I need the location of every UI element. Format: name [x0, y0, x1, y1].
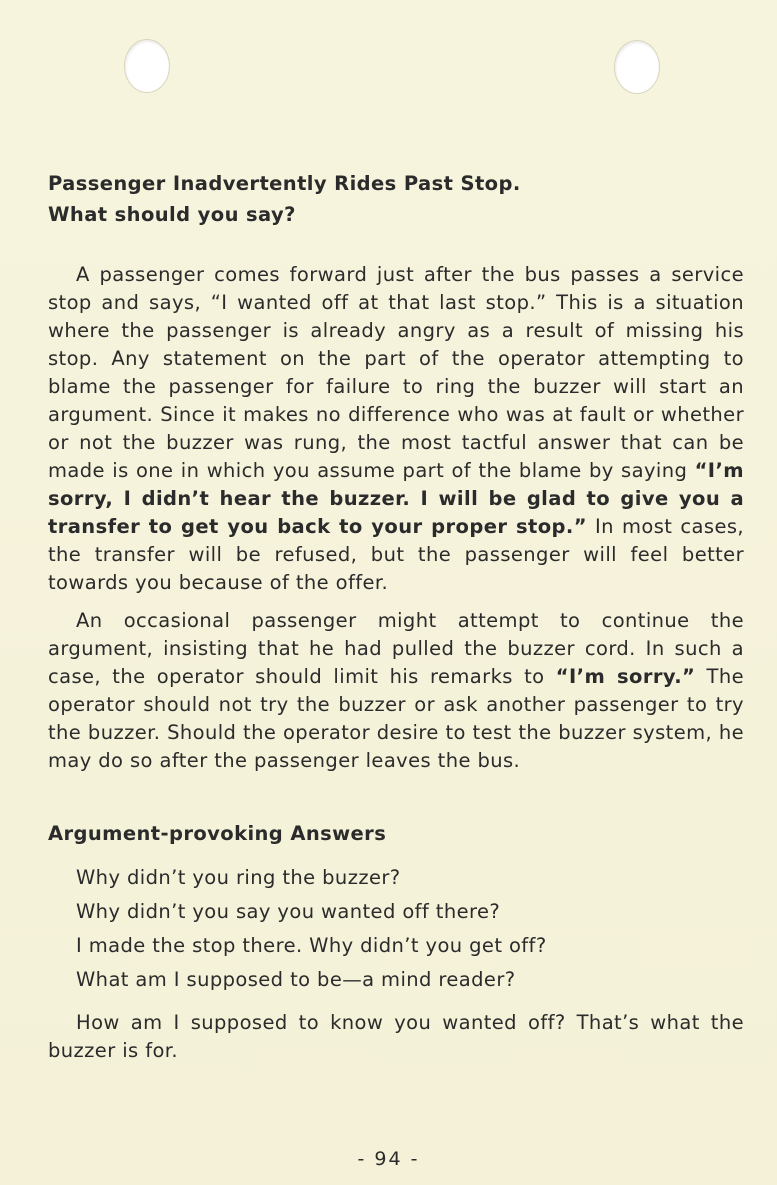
paragraph-1-text-b: In most cases, the transfer will be refused, but the passenger will feel better towards you because of the offer.: [48, 515, 744, 594]
paragraph-1: [48, 261, 744, 597]
paragraph-1-text-a: A passenger comes forward just after the bus passes a service stop and says, “I wanted off at that last stop.” This is a situation where the passenger is already angry as a result of missing his stop. Any statement on the part of the operator attempting to blame the passenger for failure to ring the buzzer will start an argument. Since it makes no difference who was at fault or whether or not the buzzer was rung, the most tactful answer that can be made is one in which you assume part of the blame by saying: [48, 263, 744, 482]
paragraph-2-text-b: The operator should not try the buzzer or ask another passenger to try the buzzer. Should the operator desire to test the buzzer system, he may do so after the passenger leaves the bus.: [48, 665, 744, 772]
paragraph-1-quote: “I’m sorry, I didn’t hear the buzzer. I will be glad to give you a transfer to get you back to your proper stop.”: [48, 459, 744, 538]
paragraph-2-text-a: An occasional passenger might attempt to continue the argument, insisting that he had pulled the buzzer cord. In such a case, the operator should limit his remarks to: [48, 609, 744, 688]
page-content: [48, 168, 744, 1065]
final-answer: How am I supposed to know you wanted off? That’s what the buzzer is for.: [48, 1011, 744, 1062]
list-item: Why didn’t you say you wanted off there?: [76, 900, 501, 923]
answer-list: [76, 861, 744, 997]
page-number: - 94 -: [357, 1148, 420, 1170]
section-title: Passenger Inadvertently Rides Past Stop.: [48, 172, 521, 195]
binder-hole-right: [614, 40, 660, 94]
binder-hole-left: [124, 39, 170, 93]
section-subtitle: What should you say?: [48, 203, 296, 226]
section-2-title: Argument-provoking Answers: [48, 822, 387, 845]
list-item: What am I supposed to be—a mind reader?: [76, 968, 516, 991]
paragraph-2-quote: “I’m sorry.”: [555, 665, 696, 688]
list-item: Why didn’t you ring the buzzer?: [76, 866, 401, 889]
list-item: I made the stop there. Why didn’t you get off?: [76, 934, 547, 957]
paragraph-2: [48, 607, 744, 775]
